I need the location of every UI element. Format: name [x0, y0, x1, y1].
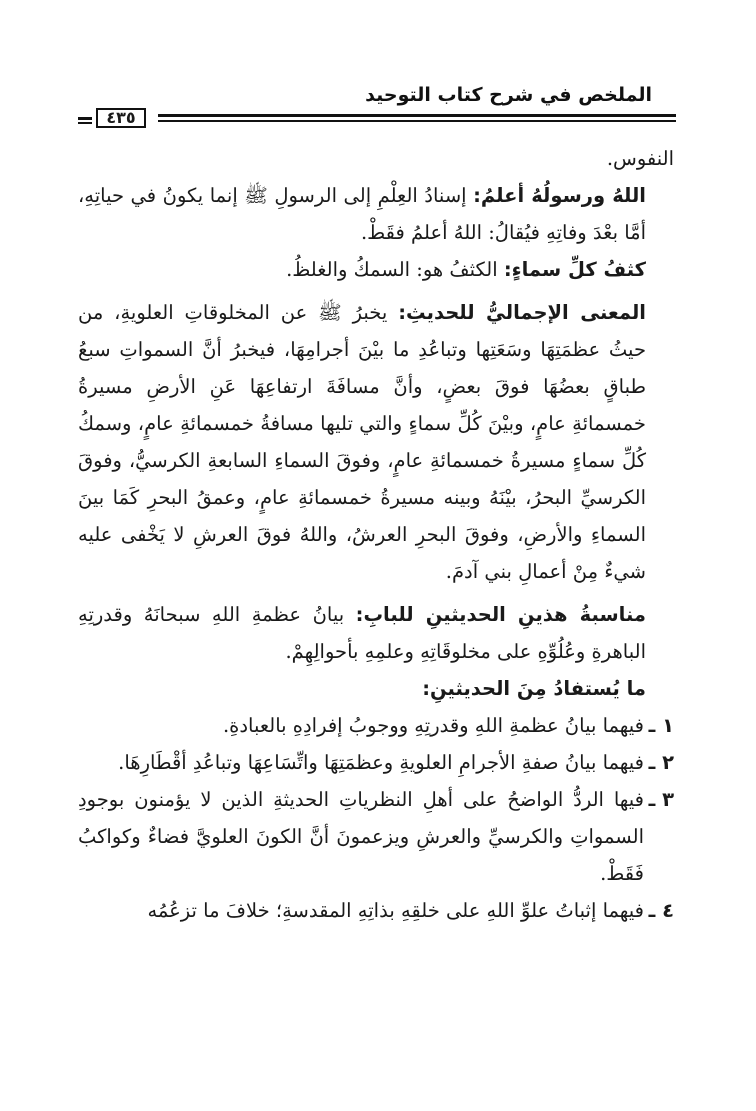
paragraph-lead: اللهُ ورسولُهُ أعلمُ: [473, 184, 646, 207]
paragraph-lead: المعنى الإجماليُّ للحديثِ: [398, 301, 646, 324]
paragraph-text: إسنادُ العِلْمِ إلى الرسولِ ﷺ إنما يكونُ في حياتِهِ، أمَّا بعْدَ وفاتِهِ فيُقالُ: اللهُ أعلمُ فقَطْ. [78, 184, 646, 244]
paragraph-1: النفوس. [606, 147, 674, 170]
body-text [78, 140, 674, 929]
section-heading-benefits [78, 670, 674, 707]
page-number: ٤٣٥ [96, 108, 146, 128]
running-header-title: الملخص في شرح كتاب التوحيد [365, 84, 652, 106]
list-item [78, 781, 674, 892]
paragraph-lead: ما يُستفادُ مِنَ الحديثينِ: [422, 677, 646, 700]
list-item-text: فيهما بيانُ صفةِ الأجرامِ العلويةِ وعظمَتِهَا واتِّسَاعِهَا وتباعُدِ أقْطَارِهَا. [118, 751, 644, 774]
header-dash-left [78, 117, 92, 120]
list-number: ١ ـ [648, 714, 674, 737]
list-item [78, 707, 674, 744]
paragraph-text: الكثفُ هو: السمكُ والغلظُ. [286, 258, 504, 281]
list-item [78, 892, 674, 929]
header-rule [78, 108, 676, 128]
paragraph-allah-warasuluh [78, 177, 674, 251]
header-dash-left-2 [78, 122, 92, 124]
list-number: ٤ ـ [648, 899, 674, 922]
list-item [78, 744, 674, 781]
header-rule-line-1 [158, 114, 676, 117]
header-rule-line-2 [158, 120, 676, 122]
paragraph-relevance [78, 596, 674, 670]
paragraph-kathf [78, 251, 674, 288]
paragraph-lead: كثفُ كلِّ سماءٍ: [503, 258, 646, 281]
list-item-text: فيهما بيانُ عظمةِ اللهِ وقدرتِهِ ووجوبُ إفرادِهِ بالعبادةِ. [222, 714, 644, 737]
list-item-text: فيها الردُّ الواضحُ على أهلِ النظرياتِ الحديثةِ الذين لا يؤمنون بوجودِ السمواتِ والكرسيِّ والعرشِ ويزعمونَ أنَّ الكونَ العلويَّ فضاءٌ وكواكبُ فَقَطْ. [78, 788, 644, 885]
list-number: ٢ ـ [648, 751, 674, 774]
paragraph-text: يخبرُ ﷺ عن المخلوقاتِ العلويةِ، من حيثُ عظمَتِهَا وسَعَتِها وتباعُدِ ما بيْنَ أجرامِهَا، فيخبرُ أنَّ السمواتِ سبعُ طباقٍ بعضُهَا فوقَ بعضٍ، وأنَّ مسافَةَ ارتفاعِهَا عَنِ الأرضِ مسيرةُ خمسمائةِ عامٍ، وبيْنَ كُلِّ سماءٍ والتي تليها مسافةُ خمسمائةِ عامٍ، وسمكُ كُلِّ سماءٍ مسيرةُ خمسمائةِ عامٍ، وفوقَ السماءِ السابعةِ الكرسيُّ، وفوقَ الكرسيِّ البحرُ، بيْنَهُ وبينه مسيرةُ خمسمائةِ عامٍ، وعمقُ البحرِ كَمَا بينَ السماءِ والأرضِ، وفوقَ البحرِ العرشُ، واللهُ فوقَ العرشِ لا يَخْفى عليه شيءٌ مِنْ أعمالِ بني آدمَ. [78, 301, 646, 583]
list-item-text: فيهما إثباتُ علوِّ اللهِ على خلقِهِ بذاتِهِ المقدسةِ؛ خلافَ ما تزعُمُه [147, 899, 644, 922]
paragraph-general-meaning [78, 294, 674, 590]
paragraph-lead: مناسبةُ هذينِ الحديثينِ للبابِ: [355, 603, 646, 626]
paragraph-text: بيانُ عظمةِ اللهِ سبحانَهُ وقدرتِهِ الباهرةِ وعُلُوِّهِ على مخلوقَاتِهِ وعلمِهِ بأحوالِهِمْ. [78, 603, 646, 663]
list-number: ٣ ـ [648, 788, 674, 811]
